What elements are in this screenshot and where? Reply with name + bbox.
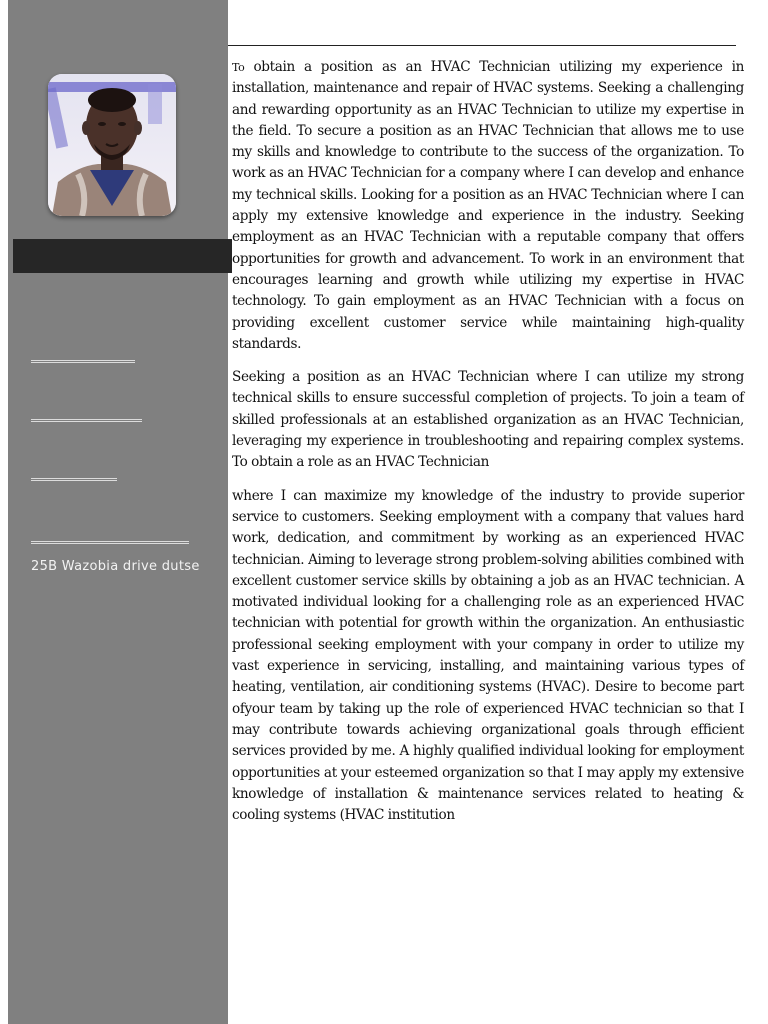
objective-paragraph-1-text: obtain a position as an HVAC Technician utilizing my experience in installation, maintenance and repair of HVAC systems. Seeking a challenging and rewarding opportunity as an HVAC Technician to utilize my expertise in the field. To secure a position as an HVAC Technician that allows me to use my skills and knowledge to contribute to the success of the organization. To work as an HVAC Technician for a company where I can develop and enhance my technical skills. Looking for a position as an HVAC Technician where I can apply my extensive knowledge and experience in the industry. Seeking employment as an HVAC Technician with a reputable company that offers opportunities for growth and advancement. To work in an environment that encourages learning and growth while utilizing my expertise in HVAC technology. To gain employment as an HVAC Technician with a focus on providing excellent customer service while maintaining high-quality standards. xyxy=(232,59,744,352)
objective-paragraph-2: Seeking a position as an HVAC Technician where I can utilize my strong technical skills to ensure successful completion of projects. To join a team of skilled professionals at an established organization as an HVAC Technician, leveraging my experience in troubleshooting and repairing complex systems. To obtain a role as an HVAC Technician xyxy=(232,369,744,471)
profile-photo-image xyxy=(48,74,176,216)
address-text: 25B Wazobia drive dutse xyxy=(31,559,200,574)
objective-paragraph-1 xyxy=(232,57,744,355)
sidebar xyxy=(8,0,228,1024)
name-banner xyxy=(13,239,232,273)
sidebar-divider xyxy=(31,360,135,363)
objective-section xyxy=(232,57,744,838)
sidebar-divider xyxy=(31,541,189,544)
sidebar-divider xyxy=(31,478,117,481)
profile-photo xyxy=(48,74,176,216)
objective-paragraph-3: where I can maximize my knowledge of the industry to provide superior service to customers. Seeking employment with a company that values hard work, dedication, and commitment by working as an experienced HVAC technician. Aiming to leverage strong problem-solving abilities combined with excellent customer service skills by obtaining a job as an HVAC technician. A motivated individual looking for a challenging role as an experienced HVAC technician with potential for growth within the organization. An enthusiastic professional seeking employment with your company in order to utilize my vast experience in servicing, installing, and maintaining various types of heating, ventilation, air conditioning systems (HVAC). Desire to become part ofyour team by taking up the role of experienced HVAC technician so that I may contribute towards achieving organizational goals through efficient services provided by me. A highly qualified individual looking for employment opportunities at your esteemed organization so that I may apply my extensive knowledge of installation & maintenance services related to heating & cooling systems (HVAC institution xyxy=(232,487,744,824)
objective-lead-word: To xyxy=(232,61,245,74)
header-rule xyxy=(228,45,736,46)
sidebar-divider xyxy=(31,419,142,422)
